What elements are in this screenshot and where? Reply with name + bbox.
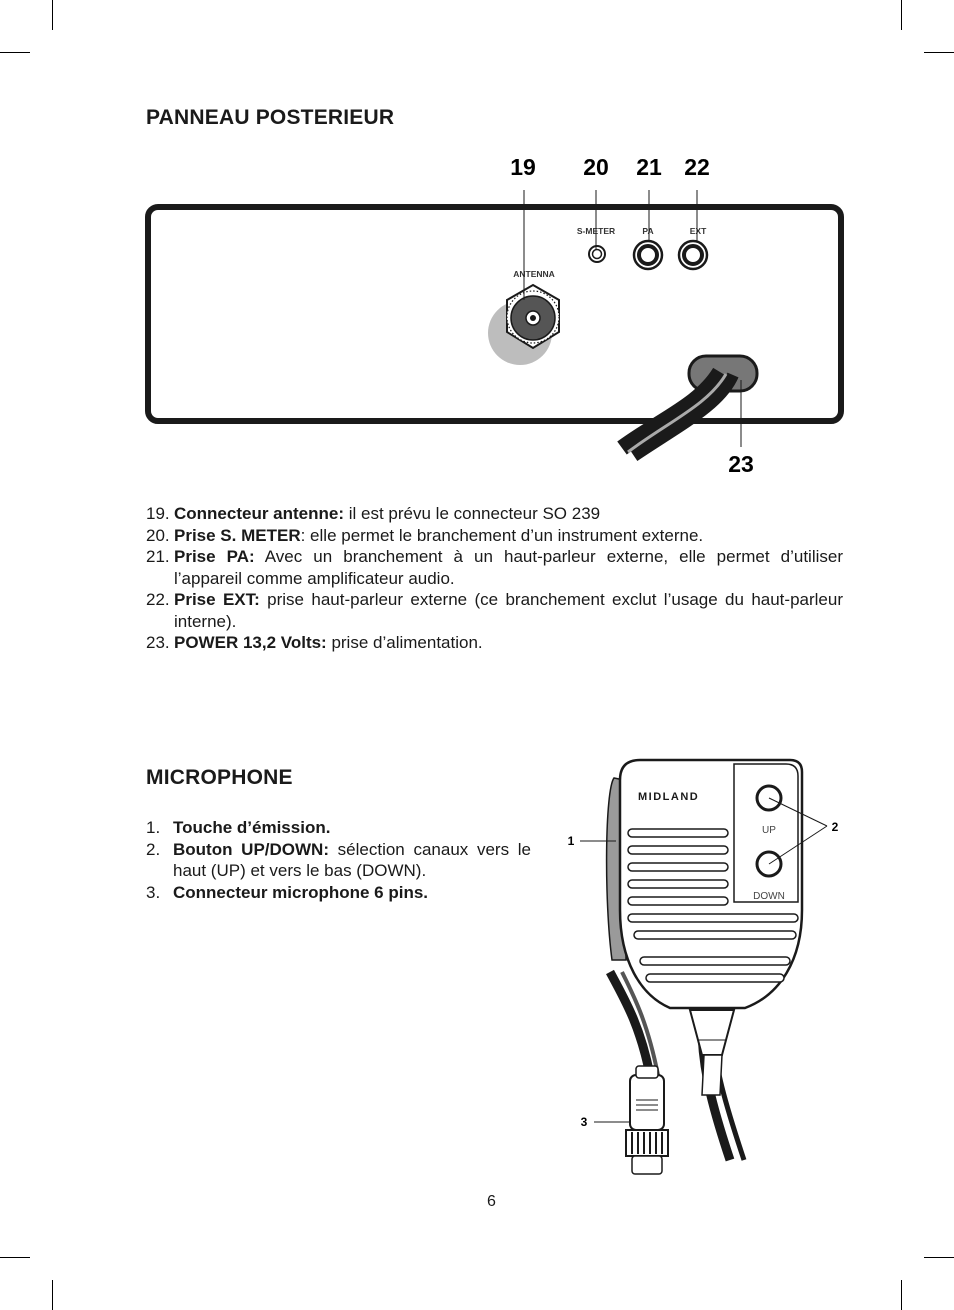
microphone-section-title: MICROPHONE — [146, 766, 293, 789]
callout-21: 21 — [636, 154, 662, 180]
label-smeter: S-METER — [576, 226, 616, 236]
panel-description-list — [146, 503, 843, 654]
mic-down-label: DOWN — [753, 891, 785, 902]
crop-mark — [0, 1257, 30, 1258]
label-pa: PA — [642, 226, 654, 236]
callout-20: 20 — [583, 154, 609, 180]
crop-mark — [52, 1280, 53, 1310]
list-item: 19. Connecteur antenne: il est prévu le connecteur SO 239 — [146, 504, 601, 523]
microphone-diagram — [550, 750, 860, 1180]
label-antenna: ANTENNA — [513, 269, 555, 279]
list-item: 22. Prise EXT: prise haut-parleur externe (ce branchement exclut l’usage du haut-parleur interne). — [146, 590, 843, 631]
mic-callout-2: 2 — [831, 820, 839, 834]
crop-mark — [924, 1257, 954, 1258]
page-number: 6 — [487, 1193, 496, 1210]
crop-mark — [901, 1280, 902, 1310]
list-item: 1. Touche d’émission. — [146, 818, 331, 837]
list-item: 2. Bouton UP/DOWN: sélection canaux vers le haut (UP) et vers le bas (DOWN). — [146, 839, 531, 880]
rear-panel-diagram — [0, 0, 954, 500]
list-item: 21. Prise PA: Avec un branchement à un haut-parleur externe, elle permet d’utiliser l’appareil comme amplificateur audio. — [146, 547, 843, 588]
mic-connector — [630, 1075, 664, 1130]
label-ext: EXT — [689, 226, 707, 236]
callout-22: 22 — [684, 154, 710, 180]
mic-callout-3: 3 — [580, 1115, 588, 1129]
microphone-description-list — [146, 817, 531, 903]
mic-brand-logo: MIDLAND — [638, 791, 700, 803]
list-item: 23. POWER 13,2 Volts: prise d’alimentation. — [146, 633, 483, 652]
list-item: 20. Prise S. METER: elle permet le branchement d’un instrument externe. — [146, 525, 704, 545]
mic-up-label: UP — [762, 825, 776, 836]
callout-23: 23 — [728, 451, 754, 477]
callout-19: 19 — [510, 154, 536, 180]
list-item: 3. Connecteur microphone 6 pins. — [146, 882, 429, 902]
panel-section-title: PANNEAU POSTERIEUR — [146, 106, 395, 129]
mic-callout-1: 1 — [567, 834, 575, 848]
